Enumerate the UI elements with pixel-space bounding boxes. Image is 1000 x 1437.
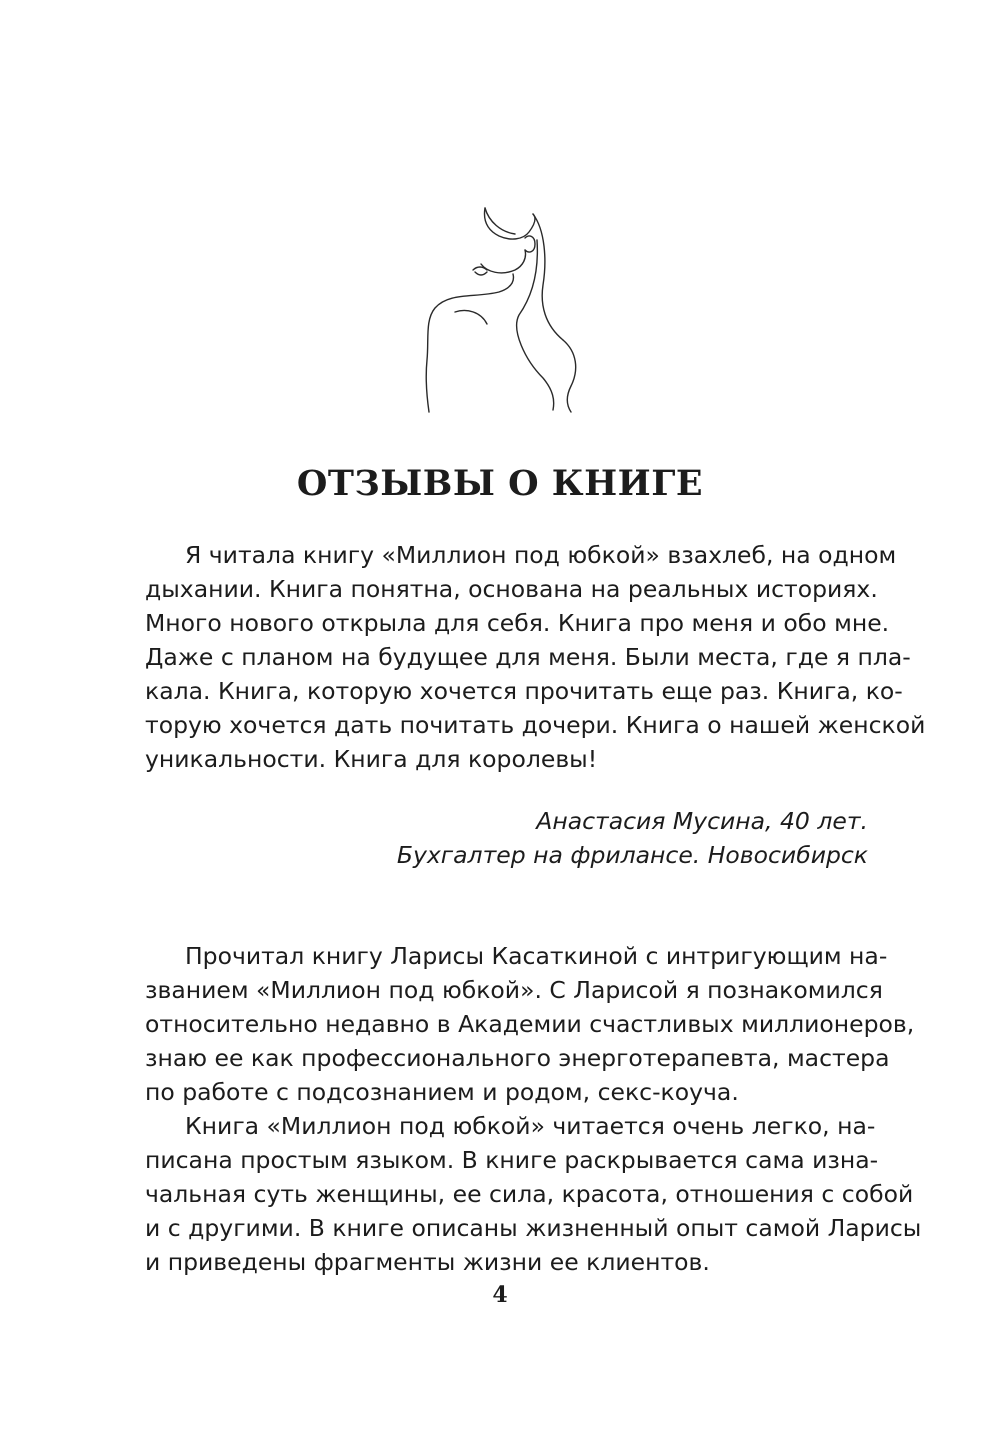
review-1-author-details: Бухгалтер на фрилансе. Новосибирск — [396, 841, 868, 869]
review-1-line: кала. Книга, которую хочется прочитать еще раз. Книга, ко- — [145, 677, 903, 705]
review-2-line: Прочитал книгу Ларисы Касаткиной с интригующим на- — [185, 942, 888, 970]
review-1-line: Я читала книгу «Миллион под юбкой» взахлеб, на одном — [185, 541, 897, 569]
review-2-line: званием «Миллион под юбкой». С Ларисой я познакомился — [145, 976, 883, 1004]
review-2-line: знаю ее как профессионального энерготерапевта, мастера — [145, 1044, 890, 1072]
review-1-line: дыхании. Книга понятна, основана на реальных историях. — [145, 575, 878, 603]
woman-line-drawing-icon — [415, 200, 585, 415]
review-2-line: относительно недавно в Академии счастливых миллионеров, — [145, 1010, 915, 1038]
review-1-line: Много нового открыла для себя. Книга про меня и обо мне. — [145, 609, 890, 637]
review-1-line: Даже с планом на будущее для меня. Были места, где я пла- — [145, 643, 911, 671]
review-1-line: торую хочется дать почитать дочери. Книга о нашей женской — [145, 711, 926, 739]
review-1-author: Анастасия Мусина, 40 лет. — [536, 807, 868, 835]
review-1-signature — [268, 804, 868, 872]
review-2 — [145, 939, 922, 1279]
review-2-line: и приведены фрагменты жизни ее клиентов. — [145, 1248, 710, 1276]
review-2-line: писана простым языком. В книге раскрывается сама изна- — [145, 1146, 879, 1174]
review-2-line: по работе с подсознанием и родом, секс-коуча. — [145, 1078, 739, 1106]
review-1-line: уникальности. Книга для королевы! — [145, 745, 598, 773]
review-2-line: чальная суть женщины, ее сила, красота, отношения с собой — [145, 1180, 914, 1208]
review-2-line: и с другими. В книге описаны жизненный опыт самой Ларисы — [145, 1214, 922, 1242]
review-1 — [145, 538, 926, 776]
review-2-line: Книга «Миллион под юбкой» читается очень легко, на- — [185, 1112, 876, 1140]
page-number: 4 — [492, 1282, 508, 1308]
section-title: ОТЗЫВЫ О КНИГЕ — [296, 463, 704, 504]
